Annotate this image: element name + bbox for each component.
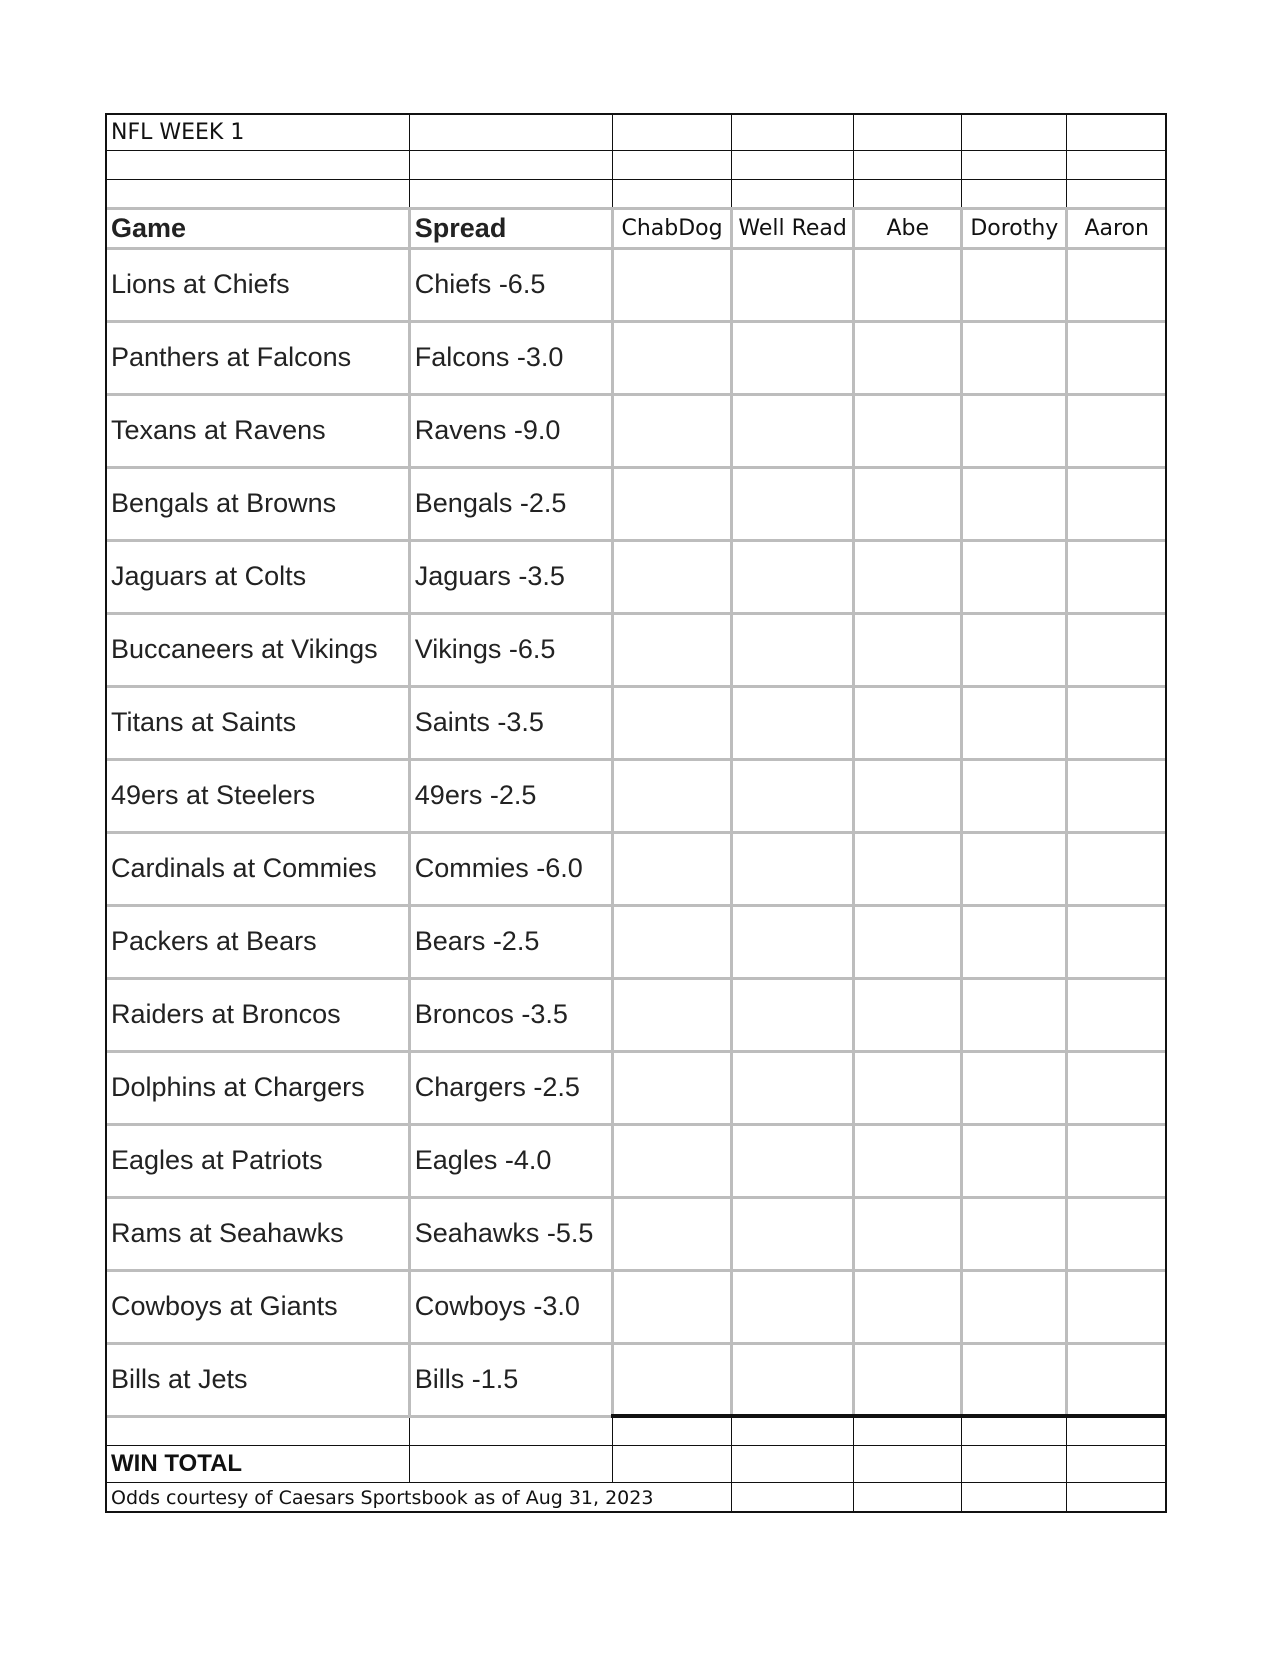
picks-sheet — [105, 113, 1167, 1513]
pick-cell[interactable] — [854, 394, 962, 467]
game-spread: Cowboys -3.0 — [409, 1270, 612, 1343]
picks-table — [107, 115, 1165, 1513]
game-spread: Broncos -3.5 — [409, 978, 612, 1051]
pick-cell[interactable] — [732, 1270, 854, 1343]
game-matchup: Lions at Chiefs — [107, 248, 409, 321]
pick-cell[interactable] — [854, 613, 962, 686]
game-matchup: Rams at Seahawks — [107, 1197, 409, 1270]
pick-cell[interactable] — [854, 540, 962, 613]
game-spread: Commies -6.0 — [409, 832, 612, 905]
game-row — [107, 1197, 1165, 1270]
game-row — [107, 905, 1165, 978]
pick-cell[interactable] — [1067, 759, 1165, 832]
pick-cell[interactable] — [962, 613, 1067, 686]
pick-cell[interactable] — [732, 1197, 854, 1270]
pick-cell[interactable] — [1067, 1051, 1165, 1124]
game-spread: Eagles -4.0 — [409, 1124, 612, 1197]
player-column-header: Dorothy — [962, 208, 1067, 248]
pick-cell[interactable] — [854, 467, 962, 540]
win-total-cell[interactable] — [612, 1445, 731, 1482]
pick-cell[interactable] — [732, 905, 854, 978]
pick-cell[interactable] — [732, 1051, 854, 1124]
win-total-cell[interactable] — [962, 1445, 1067, 1482]
pick-cell[interactable] — [1067, 248, 1165, 321]
pick-cell[interactable] — [1067, 467, 1165, 540]
player-column-header: ChabDog — [612, 208, 731, 248]
pick-cell[interactable] — [1067, 540, 1165, 613]
pick-cell[interactable] — [962, 321, 1067, 394]
win-total-label: WIN TOTAL — [107, 1445, 409, 1482]
win-total-row — [107, 1445, 1165, 1482]
game-matchup: 49ers at Steelers — [107, 759, 409, 832]
game-matchup: Packers at Bears — [107, 905, 409, 978]
pick-cell[interactable] — [962, 1051, 1067, 1124]
pick-cell[interactable] — [612, 1051, 731, 1124]
game-spread: Bears -2.5 — [409, 905, 612, 978]
pick-cell[interactable] — [732, 321, 854, 394]
game-spread: Chargers -2.5 — [409, 1051, 612, 1124]
game-matchup: Jaguars at Colts — [107, 540, 409, 613]
pick-cell[interactable] — [854, 1051, 962, 1124]
pick-cell[interactable] — [1067, 321, 1165, 394]
pick-cell[interactable] — [962, 832, 1067, 905]
pick-cell[interactable] — [962, 759, 1067, 832]
game-row — [107, 1270, 1165, 1343]
pick-cell[interactable] — [1067, 1270, 1165, 1343]
game-row — [107, 394, 1165, 467]
pick-cell[interactable] — [854, 905, 962, 978]
game-matchup: Bills at Jets — [107, 1343, 409, 1416]
game-matchup: Dolphins at Chargers — [107, 1051, 409, 1124]
blank-row — [107, 1416, 1165, 1445]
pick-cell[interactable] — [854, 1270, 962, 1343]
pick-cell[interactable] — [612, 321, 731, 394]
game-row — [107, 686, 1165, 759]
pick-cell[interactable] — [612, 613, 731, 686]
game-matchup: Texans at Ravens — [107, 394, 409, 467]
game-row — [107, 1124, 1165, 1197]
game-row — [107, 248, 1165, 321]
win-total-cell[interactable] — [732, 1445, 854, 1482]
game-row — [107, 1343, 1165, 1416]
game-matchup: Bengals at Browns — [107, 467, 409, 540]
game-matchup: Titans at Saints — [107, 686, 409, 759]
game-spread: Falcons -3.0 — [409, 321, 612, 394]
pick-cell[interactable] — [732, 540, 854, 613]
pick-cell[interactable] — [612, 1124, 731, 1197]
game-row — [107, 978, 1165, 1051]
pick-cell[interactable] — [1067, 1197, 1165, 1270]
game-spread: Chiefs -6.5 — [409, 248, 612, 321]
pick-cell[interactable] — [1067, 1124, 1165, 1197]
pick-cell[interactable] — [962, 1343, 1067, 1416]
pick-cell[interactable] — [612, 759, 731, 832]
blank-row — [107, 150, 1165, 179]
game-spread: Bills -1.5 — [409, 1343, 612, 1416]
game-matchup: Eagles at Patriots — [107, 1124, 409, 1197]
game-matchup: Panthers at Falcons — [107, 321, 409, 394]
game-row — [107, 540, 1165, 613]
game-row — [107, 832, 1165, 905]
pick-cell[interactable] — [962, 467, 1067, 540]
pick-cell[interactable] — [962, 978, 1067, 1051]
pick-cell[interactable] — [732, 394, 854, 467]
pick-cell[interactable] — [732, 759, 854, 832]
pick-cell[interactable] — [854, 248, 962, 321]
pick-cell[interactable] — [612, 248, 731, 321]
spread-column-header: Spread — [409, 208, 612, 248]
pick-cell[interactable] — [612, 1343, 731, 1416]
pick-cell[interactable] — [732, 978, 854, 1051]
pick-cell[interactable] — [962, 905, 1067, 978]
pick-cell[interactable] — [612, 1197, 731, 1270]
pick-cell[interactable] — [854, 978, 962, 1051]
pick-cell[interactable] — [732, 248, 854, 321]
pick-cell[interactable] — [732, 467, 854, 540]
game-spread: 49ers -2.5 — [409, 759, 612, 832]
title-row — [107, 115, 1165, 150]
pick-cell[interactable] — [612, 978, 731, 1051]
game-matchup: Cardinals at Commies — [107, 832, 409, 905]
game-spread: Jaguars -3.5 — [409, 540, 612, 613]
game-row — [107, 467, 1165, 540]
pick-cell[interactable] — [962, 540, 1067, 613]
pick-cell[interactable] — [854, 759, 962, 832]
pick-cell[interactable] — [962, 686, 1067, 759]
game-row — [107, 1051, 1165, 1124]
pick-cell[interactable] — [962, 1197, 1067, 1270]
game-spread: Ravens -9.0 — [409, 394, 612, 467]
pick-cell[interactable] — [732, 832, 854, 905]
game-spread: Bengals -2.5 — [409, 467, 612, 540]
player-column-header: Aaron — [1067, 208, 1165, 248]
pick-cell[interactable] — [1067, 613, 1165, 686]
pick-cell[interactable] — [612, 394, 731, 467]
game-row — [107, 759, 1165, 832]
game-spread: Vikings -6.5 — [409, 613, 612, 686]
pick-cell[interactable] — [732, 686, 854, 759]
blank-row — [107, 179, 1165, 208]
game-matchup: Cowboys at Giants — [107, 1270, 409, 1343]
game-spread: Saints -3.5 — [409, 686, 612, 759]
game-matchup: Raiders at Broncos — [107, 978, 409, 1051]
pick-cell[interactable] — [854, 321, 962, 394]
pick-cell[interactable] — [612, 832, 731, 905]
pick-cell[interactable] — [732, 1124, 854, 1197]
pick-cell[interactable] — [732, 613, 854, 686]
pick-cell[interactable] — [962, 394, 1067, 467]
pick-cell[interactable] — [612, 467, 731, 540]
pick-cell[interactable] — [1067, 1343, 1165, 1416]
pick-cell[interactable] — [854, 686, 962, 759]
pick-cell[interactable] — [1067, 905, 1165, 978]
pick-cell[interactable] — [1067, 394, 1165, 467]
header-row — [107, 208, 1165, 248]
pick-cell[interactable] — [1067, 832, 1165, 905]
pick-cell[interactable] — [732, 1343, 854, 1416]
pick-cell[interactable] — [612, 686, 731, 759]
pick-cell[interactable] — [612, 1270, 731, 1343]
win-total-cell[interactable] — [1067, 1445, 1165, 1482]
pick-cell[interactable] — [962, 1124, 1067, 1197]
game-spread: Seahawks -5.5 — [409, 1197, 612, 1270]
game-column-header: Game — [107, 208, 409, 248]
game-matchup: Buccaneers at Vikings — [107, 613, 409, 686]
pick-cell[interactable] — [1067, 978, 1165, 1051]
pick-cell[interactable] — [854, 1343, 962, 1416]
footnote-row — [107, 1482, 1165, 1513]
player-column-header: Well Read — [732, 208, 854, 248]
player-column-header: Abe — [854, 208, 962, 248]
pick-cell[interactable] — [962, 1270, 1067, 1343]
pick-cell[interactable] — [854, 1124, 962, 1197]
sheet-title: NFL WEEK 1 — [107, 115, 409, 150]
pick-cell[interactable] — [854, 832, 962, 905]
win-total-cell[interactable] — [854, 1445, 962, 1482]
pick-cell[interactable] — [854, 1197, 962, 1270]
pick-cell[interactable] — [612, 905, 731, 978]
pick-cell[interactable] — [1067, 686, 1165, 759]
pick-cell[interactable] — [962, 248, 1067, 321]
odds-footnote: Odds courtesy of Caesars Sportsbook as of Aug 31, 2023 — [107, 1482, 732, 1513]
game-row — [107, 613, 1165, 686]
game-row — [107, 321, 1165, 394]
pick-cell[interactable] — [612, 540, 731, 613]
